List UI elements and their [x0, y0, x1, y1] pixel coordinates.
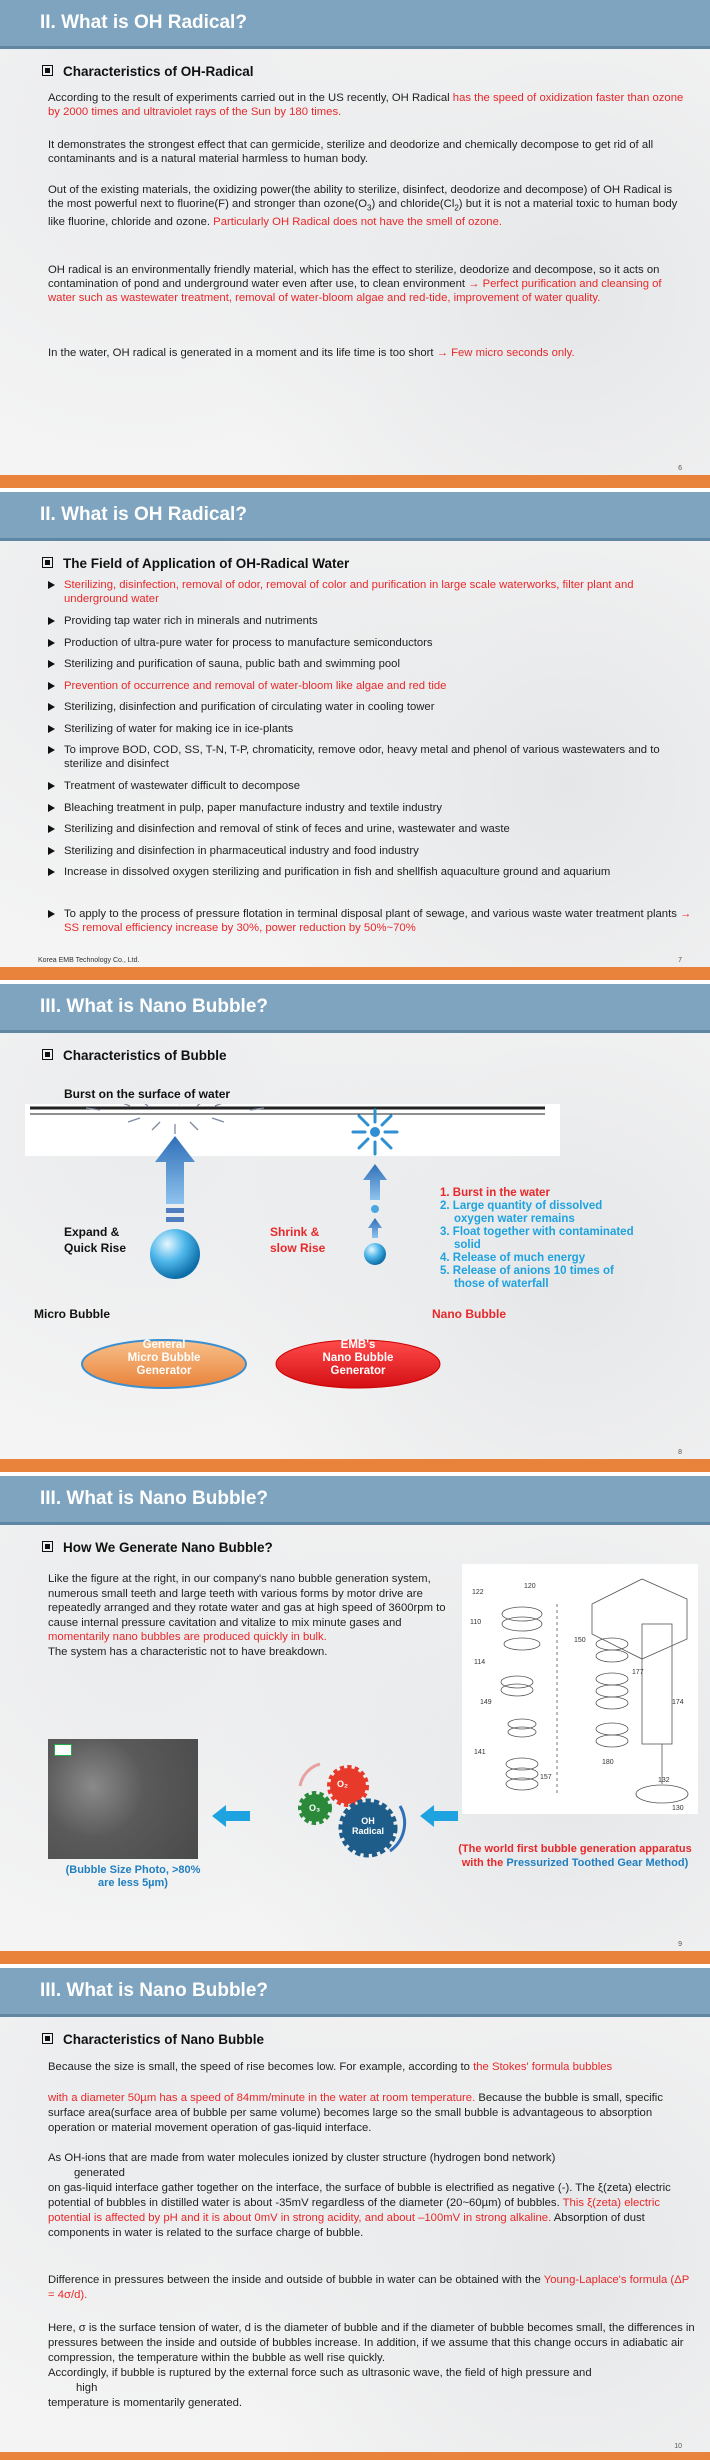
page-number: 9: [678, 1941, 682, 1948]
text: ) and chloride(Cl: [371, 198, 455, 210]
slide-header: [0, 0, 710, 46]
highlight-text: → Perfect purification and cleansing of water such as wastewater treatment, removal of water-bloom algae and red-tide, improvement of water quality.: [48, 278, 662, 304]
square-bullet-icon: [42, 1049, 53, 1060]
svg-text:149: 149: [480, 1699, 492, 1706]
highlight-text: Young-Laplace's formula (ΔP = 4σ/d).: [48, 2274, 690, 2301]
svg-text:130: 130: [672, 1805, 684, 1812]
slide-7: [0, 492, 710, 980]
paragraph: [48, 183, 688, 229]
item-text: Increase in dissolved oxygen sterilizing and purification in fish and shellfish aquaculture ground and aquarium: [64, 866, 611, 878]
page-number: 6: [678, 465, 682, 472]
bubble-size-photo: [48, 1739, 198, 1859]
triangle-bullet-icon: [48, 725, 55, 733]
section-heading: [42, 64, 254, 79]
triangle-bullet-icon: [48, 581, 55, 589]
paragraph: [48, 346, 688, 360]
list-item: [48, 722, 698, 736]
triangle-bullet-icon: [48, 660, 55, 668]
list-item: [48, 578, 698, 606]
text: generated: [74, 2167, 125, 2179]
highlight-text: the Stokes' formula bubbles: [473, 2061, 613, 2073]
highlight-text: → Few micro seconds only.: [436, 347, 575, 359]
svg-text:132: 132: [658, 1777, 670, 1784]
apparatus-drawing: [462, 1564, 698, 1814]
paragraph: [48, 263, 688, 305]
text: Like the figure at the right, in our company's nano bubble generation system, numerous small teeth and large teeth with various forms by motor drive are repeatedly arranged and they rotate water and gas at high speed of 3600rpm to cause internal pressure cavitation and vitalize to mix minute gases and: [48, 1573, 446, 1629]
highlight-text: has the speed of oxidization faster than ozone by 2000 times and ultraviolet rays of the Sun by 180 times.: [48, 92, 684, 118]
header-divider: [0, 1522, 710, 1525]
nano-bubble-icon: [364, 1243, 386, 1265]
svg-text:174: 174: [672, 1699, 684, 1706]
oh-radical-label: OH Radical: [351, 1816, 384, 1836]
page-number: 7: [678, 957, 682, 964]
header-divider: [0, 538, 710, 541]
o2-label: O₂: [337, 1779, 348, 1789]
prop-text: Burst in the water: [452, 1187, 550, 1199]
footer-bar: [0, 475, 710, 488]
list-item: [48, 657, 698, 671]
triangle-bullet-icon: [48, 910, 55, 918]
item-text: Providing tap water rich in minerals and nutriments: [64, 615, 318, 627]
item-text: Production of ultra-pure water for process to manufacture semiconductors: [64, 636, 433, 649]
square-bullet-icon: [42, 65, 53, 76]
triangle-bullet-icon: [48, 804, 55, 812]
text: high: [76, 2382, 98, 2394]
section-title: Characteristics of Nano Bubble: [63, 2032, 265, 2047]
slide-title: III. What is Nano Bubble?: [40, 1980, 268, 2001]
paragraph: [48, 2321, 698, 2411]
micro-bubble-icon: [150, 1229, 200, 1279]
caption-text: with the: [461, 1857, 507, 1869]
text: Here, σ is the surface tension of water, d is the diameter of bubble and if the diameter of bubble becomes small, the differences in pressures between the inside and outside of bubbles increase. In addition, if we assume that this change occurs in adiabatic air compression, the temperature within the bubble as well rise quickly.: [48, 2322, 695, 2364]
subscript: 3: [367, 203, 372, 213]
item-text: Sterilizing and disinfection in pharmaceutical industry and food industry: [64, 844, 419, 857]
section-heading: [42, 1048, 227, 1063]
square-bullet-icon: [42, 557, 53, 568]
prop-num: 2.: [440, 1200, 453, 1212]
water-surface-band: [25, 1104, 560, 1156]
item-text: Treatment of wastewater difficult to decompose: [64, 780, 301, 792]
paragraph: [48, 2273, 698, 2303]
svg-text:157: 157: [540, 1774, 552, 1781]
header-divider: [0, 1030, 710, 1033]
text: The ξ(zeta) electric potential of bubbles in distilled water is about -35mV regardless of the diameter (20~60µm) of bubbles.: [48, 2182, 671, 2209]
text: The system has a characteristic not to have breakdown.: [48, 1645, 328, 1658]
list-item: [48, 614, 698, 628]
nano-bubble-properties: [440, 1187, 640, 1291]
photo-caption: (Bubble Size Photo, >80% are less 5µm): [65, 1864, 201, 1889]
page-number: 8: [678, 1449, 682, 1456]
text: Difference in pressures between the inside and outside of bubble in water can be obtained with the: [48, 2274, 544, 2286]
paragraph: [48, 91, 688, 119]
item-text: To apply to the process of pressure flotation in terminal disposal plant of sewage, and various waste water treatment plants: [64, 908, 681, 920]
nano-bubble-small: [371, 1205, 379, 1213]
text: It demonstrates the strongest effect that can germicide, sterilize and deodorize and chemically decompose to get rid of all contaminants and is a natural material harmless to human body.: [48, 139, 654, 165]
list-item: [48, 801, 698, 815]
list-item: [48, 865, 698, 879]
slide-header: [0, 1476, 710, 1522]
item-text: To improve BOD, COD, SS, T-N, T-P, chromaticity, remove odor, heavy metal and phenol of various wastewaters and to sterilize and disinfect: [64, 744, 660, 770]
slide-title: II. What is OH Radical?: [40, 12, 247, 33]
triangle-bullet-icon: [48, 703, 55, 711]
expand-label: Expand & Quick Rise: [64, 1225, 127, 1255]
item-text: Sterilizing and purification of sauna, public bath and swimming pool: [64, 658, 400, 670]
paragraph: [48, 2091, 698, 2136]
highlight-text: with a diameter 50µm has a speed of 84mm/minute in the water at room temperature.: [48, 2092, 476, 2104]
item-text: Sterilizing and disinfection and removal of stink of feces and urine, wastewater and waste: [64, 823, 510, 835]
item-text: Bleaching treatment in pulp, paper manufacture industry and textile industry: [64, 801, 443, 814]
triangle-bullet-icon: [48, 782, 55, 790]
slide-9: [0, 1476, 710, 1964]
highlight-text: Particularly OH Radical does not have the smell of ozone.: [213, 216, 503, 229]
text: Because the bubble is small, specific surface area(surface area of bubble per same volume) becomes large so the small bubble is advantageous to absorption operation or material movement operation of gas-liquid interface.: [48, 2092, 663, 2134]
section-heading: [42, 2032, 264, 2047]
gear-diagram: [290, 1756, 410, 1866]
caption-text: (The world first bubble generation apparatus: [458, 1843, 692, 1855]
arrow-segment: [166, 1217, 184, 1222]
small-up-arrow-icon: [368, 1218, 382, 1238]
text: Out of the existing materials, the oxidizing power(the ability to sterilize, disinfect, deodorize and decompose) of OH Radical is the most powerful next to fluorine(F) and stronger than ozone(O: [48, 184, 673, 210]
svg-text:141: 141: [474, 1749, 486, 1756]
paragraph: [48, 138, 688, 166]
slide-header: [0, 1968, 710, 2014]
section-title: Characteristics of OH-Radical: [63, 64, 254, 79]
footer-bar: [0, 2452, 710, 2460]
caption-highlight: Pressurized Toothed Gear Method): [506, 1857, 689, 1869]
triangle-bullet-icon: [48, 746, 55, 754]
slide-header: [0, 984, 710, 1030]
general-generator-label: General Micro Bubble Generator: [127, 1339, 201, 1377]
section-title: Characteristics of Bubble: [63, 1048, 227, 1063]
gear-apparatus-diagram: [462, 1564, 698, 1814]
prop-num: 1.: [440, 1187, 453, 1199]
triangle-bullet-icon: [48, 847, 55, 855]
highlight-text: This ξ(zeta) electric potential is affected by pH and it is about 0mV in strong acidity, and about –100mV in strong alkaline.: [48, 2197, 660, 2224]
triangle-bullet-icon: [48, 868, 55, 876]
micro-bubble-label: Micro Bubble: [34, 1307, 111, 1321]
slide-header: [0, 492, 710, 538]
section-heading: [42, 1540, 273, 1555]
section-title: How We Generate Nano Bubble?: [63, 1540, 273, 1555]
up-arrow-icon: [363, 1164, 387, 1200]
nano-bubble-label: Nano Bubble: [432, 1307, 506, 1321]
slide-8: [0, 984, 710, 1472]
o2-gear-icon: [330, 1768, 366, 1804]
header-divider: [0, 46, 710, 49]
paragraph: [48, 2151, 698, 2241]
shrink-label: Shrink & slow Rise: [270, 1225, 326, 1255]
scale-marker: [54, 1744, 72, 1756]
list-item: [48, 743, 698, 771]
text: As OH-ions that are made from water molecules ionized by cluster structure (hydrogen bond network): [48, 2152, 556, 2164]
svg-text:110: 110: [470, 1619, 482, 1626]
burst-label: Burst on the surface of water: [64, 1087, 231, 1101]
text: Because the size is small, the speed of rise becomes low. For example, according to: [48, 2061, 474, 2073]
prop-text: Large quantity of dissolved oxygen water remains: [452, 1200, 603, 1225]
svg-text:177: 177: [632, 1669, 644, 1676]
page-number: 10: [674, 2443, 682, 2450]
footer-bar: [0, 1951, 710, 1964]
text: temperature is momentarily generated.: [48, 2397, 243, 2409]
svg-text:120: 120: [524, 1583, 536, 1590]
emb-generator-label: EMB's Nano Bubble Generator: [322, 1339, 394, 1377]
list-item: [48, 679, 698, 693]
subscript: 2: [454, 203, 459, 213]
triangle-bullet-icon: [48, 682, 55, 690]
square-bullet-icon: [42, 2033, 53, 2044]
prop-text: Release of anions 10 times of those of waterfall: [452, 1265, 614, 1290]
text: Accordingly, if bubble is ruptured by the external force such as ultrasonic wave, the field of high pressure and: [48, 2367, 592, 2379]
header-divider: [0, 2014, 710, 2017]
slide-title: III. What is Nano Bubble?: [40, 996, 268, 1017]
list-item: [48, 822, 698, 836]
text: In the water, OH radical is generated in a moment and its life time is too short: [48, 347, 437, 359]
arrow-segment: [166, 1208, 184, 1213]
triangle-bullet-icon: [48, 825, 55, 833]
text: According to the result of experiments carried out in the US recently, OH Radical: [48, 92, 453, 104]
footer-bar: [0, 967, 710, 980]
svg-text:122: 122: [472, 1589, 484, 1596]
apparatus-caption: [440, 1842, 710, 1870]
svg-text:114: 114: [474, 1659, 486, 1666]
section-title: The Field of Application of OH-Radical Water: [63, 556, 350, 571]
item-text: Sterilizing, disinfection, removal of odor, removal of color and purification in large scale waterworks, filter plant and underground water: [64, 579, 634, 605]
section-heading: [42, 556, 349, 571]
paragraph: [48, 1572, 448, 1659]
triangle-bullet-icon: [48, 639, 55, 647]
list-item: [48, 636, 698, 650]
paragraph: [48, 2060, 698, 2075]
slide-title: III. What is Nano Bubble?: [40, 1488, 268, 1509]
highlight-text: momentarily nano bubbles are produced quickly in bulk.: [48, 1631, 327, 1643]
list-item: [48, 844, 698, 858]
highlight-text: → SS removal efficiency increase by 30%, power reduction by 50%~70%: [64, 908, 692, 934]
svg-text:180: 180: [602, 1759, 614, 1766]
list-item: [48, 779, 698, 793]
list-item: [48, 700, 698, 714]
square-bullet-icon: [42, 1541, 53, 1552]
prop-text: Release of much energy: [452, 1252, 586, 1264]
text: OH radical is an environmentally friendly material, which has the effect to sterilize, deodorize and decompose, so it acts on contamination of pond and underground water even after use, to clean environment: [48, 264, 660, 290]
left-arrow-icon: [212, 1801, 252, 1831]
item-text: Sterilizing, disinfection and purification of circulating water in cooling tower: [64, 701, 435, 713]
slide-title: II. What is OH Radical?: [40, 504, 247, 525]
item-text: Prevention of occurrence and removal of water-bloom like algae and red tide: [64, 679, 447, 692]
company-name: Korea EMB Technology Co., Ltd.: [38, 957, 140, 964]
slide-6: [0, 0, 710, 488]
slide-10: [0, 1968, 710, 2460]
o3-label: O₃: [309, 1803, 321, 1813]
svg-text:150: 150: [574, 1637, 586, 1644]
footer-bar: [0, 1459, 710, 1472]
text: on gas-liquid interface gather together on the interface, the surface of bubble is electrified as negative (-).: [48, 2182, 573, 2194]
text: ) but it is not a material toxic to human body like fluorine, chloride and ozone.: [48, 198, 678, 229]
prop-num: 3.: [440, 1226, 453, 1238]
left-arrow-icon: [420, 1801, 460, 1831]
triangle-bullet-icon: [48, 617, 55, 625]
text: Absorption of dust components in water is related to the surface charge of bubble.: [48, 2212, 645, 2239]
item-text: Sterilizing of water for making ice in ice-plants: [64, 722, 294, 735]
list-item: [48, 907, 698, 935]
prop-num: 5.: [440, 1265, 453, 1277]
prop-num: 4.: [440, 1252, 453, 1264]
prop-text: Float together with contaminated solid: [452, 1226, 634, 1251]
